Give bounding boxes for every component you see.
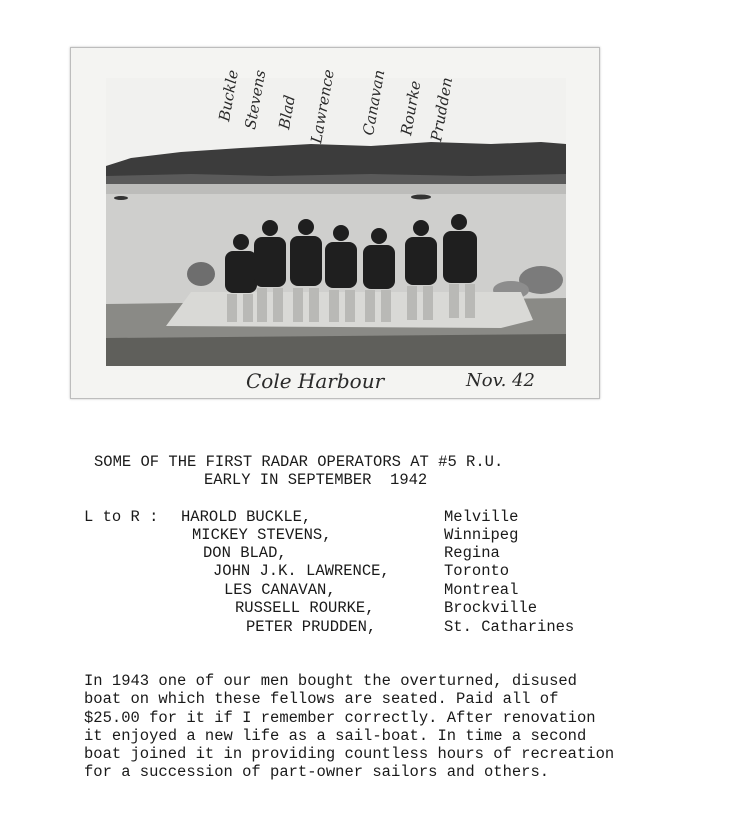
photo-date-note: Nov. 42 — [466, 370, 535, 391]
photo-name-4: Lawrence — [307, 67, 338, 145]
roster-prefix: L to R : — [84, 508, 159, 526]
photo-location-note: Cole Harbour — [246, 369, 385, 393]
story-paragraph — [84, 672, 734, 782]
photo-name-1: Buckle — [215, 68, 242, 123]
roster-city-2: Winnipeg — [444, 526, 519, 544]
caption-line-1: SOME OF THE FIRST RADAR OPERATORS AT #5 R.U. — [94, 453, 504, 471]
roster-name-2: MICKEY STEVENS, — [192, 526, 332, 544]
caption-line-2: EARLY IN SEPTEMBER 1942 — [204, 471, 428, 489]
photo-image — [71, 48, 599, 398]
roster-city-3: Regina — [444, 544, 500, 562]
roster-name-4: JOHN J.K. LAWRENCE, — [213, 562, 390, 580]
roster-name-7: PETER PRUDDEN, — [246, 618, 377, 636]
paragraph-line-6: for a succession of part-owner sailors and others. — [84, 763, 550, 782]
photo-name-5: Canavan — [359, 68, 389, 137]
paragraph-line-5: boat joined it in providing countless hours of recreation — [84, 745, 615, 764]
roster-city-5: Montreal — [444, 581, 519, 599]
photo-name-6: Rourke — [397, 79, 425, 137]
roster-name-6: RUSSELL ROURKE, — [235, 599, 375, 617]
paragraph-line-2: boat on which these fellows are seated. Paid all of — [84, 690, 559, 709]
photo-name-2: Stevens — [241, 68, 270, 131]
roster-name-5: LES CANAVAN, — [224, 581, 336, 599]
photo-name-7: Prudden — [427, 75, 457, 143]
paragraph-line-4: it enjoyed a new life as a sail-boat. In time a second — [84, 726, 587, 745]
roster-name-3: DON BLAD, — [203, 544, 287, 562]
paragraph-line-1: In 1943 one of our men bought the overturned, disused — [84, 672, 577, 690]
roster-city-6: Brockville — [444, 599, 538, 617]
photograph — [70, 47, 600, 399]
roster-name-1: HAROLD BUCKLE, — [181, 508, 312, 526]
photo-name-3: Blad — [275, 93, 299, 131]
roster-city-1: Melville — [444, 508, 519, 526]
roster-city-4: Toronto — [444, 562, 510, 580]
roster-city-7: St. Catharines — [444, 618, 575, 636]
paragraph-line-3: $25.00 for it if I remember correctly. After renovation — [84, 708, 596, 727]
